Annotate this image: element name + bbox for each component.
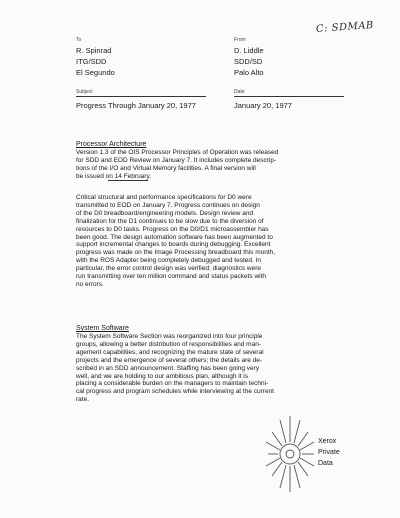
from-name: D. Liddle — [234, 46, 264, 55]
paragraph-line: support incremental changes to boards during debugging. Excellent — [76, 241, 271, 249]
paragraph-d0-progress — [76, 194, 376, 289]
paragraph-line: Version 1.3 of the OIS Processor Principles of Operation was released — [76, 149, 279, 156]
paragraph-line: finalization for the D1 continues to be slow due to the diversion of — [76, 217, 264, 225]
subject-text: Progress Through January 20, 1977 — [76, 101, 196, 110]
stamp-line: Private — [318, 449, 340, 456]
xerox-private-data-stamp-icon — [262, 414, 318, 494]
paragraph-line: been good. The design automation software has been augmented to — [76, 233, 273, 241]
stamp-line: Xerox — [318, 438, 337, 445]
date-underline — [108, 180, 148, 181]
from-dept: SDD/SD — [234, 57, 263, 66]
paragraph-line: no errors. — [76, 280, 104, 288]
paragraph-system-software — [76, 333, 376, 404]
paragraph-line-text: be issued on 14 February. — [76, 172, 152, 180]
paragraph-line: scribed in an SDD announcement. Staffing has been going very — [76, 364, 260, 372]
paragraph-line: well, and we are holding to our ambitious plan, although it is — [76, 372, 248, 380]
to-label: To — [76, 37, 82, 43]
paragraph-line: agement capabilities, and recognizing the mature state of several — [76, 348, 264, 356]
paragraph-line: with the ROS Adapter being completely debugged and tested. In — [76, 257, 262, 265]
to-name: R. Spinrad — [76, 46, 112, 55]
paragraph-line: tions of the I/O and Virtual Memory facilities. A final version will — [76, 164, 256, 172]
paragraph-line: placing a considerable burden on the managers to maintain techni- — [76, 380, 269, 388]
paragraph-line: progress was made on the Image Processing breadboard this month, — [76, 249, 276, 257]
paragraph-line: groups, allowing a better distribution of responsibilities and man- — [76, 340, 261, 348]
from-label: From — [234, 37, 246, 43]
to-location: El Segundo — [76, 68, 115, 77]
paragraph-line: Critical structural and performance specifications for D0 were — [76, 194, 252, 201]
section-heading-processor-architecture: Processor Architecture — [76, 141, 147, 148]
paragraph-line: of the D0 breadboard/engineering models. Design review and — [76, 209, 254, 217]
date-label: Date — [234, 89, 245, 95]
stamp-line: Data — [318, 460, 333, 467]
handwritten-mark: C: SDMAB — [315, 19, 375, 36]
paragraph-line: run transmitting over ten million command and status packets with — [76, 273, 267, 281]
section-heading-system-software: System Software — [76, 325, 129, 332]
paragraph-line: resources to D0 tasks. Progress on the D0/D1 microassembler has — [76, 225, 269, 233]
paragraph-line: rate. — [76, 396, 90, 404]
paragraph-line: particular, the error control design was verified; diagnostics were — [76, 265, 261, 273]
paragraph-line: projects and the emergence of several others; the details are de- — [76, 356, 263, 364]
paragraph-line: The System Software Section was reorganized into four principle — [76, 333, 263, 340]
paragraph-processor-architecture — [76, 149, 376, 181]
from-location: Palo Alto — [234, 68, 264, 77]
subject-rule — [76, 96, 206, 97]
subject-label: Subject — [76, 89, 93, 95]
date-text: January 20, 1977 — [234, 101, 292, 110]
paragraph-line: cal progress and program schedules while interviewing at the current — [76, 388, 274, 396]
paragraph-line: transmitted to EOD on January 7. Progress continues on design — [76, 201, 260, 209]
paragraph-line: for SDD and EOD Review on January 7. It includes complete descrip- — [76, 156, 277, 164]
date-rule — [234, 96, 344, 97]
to-dept: ITG/SDD — [76, 57, 107, 66]
